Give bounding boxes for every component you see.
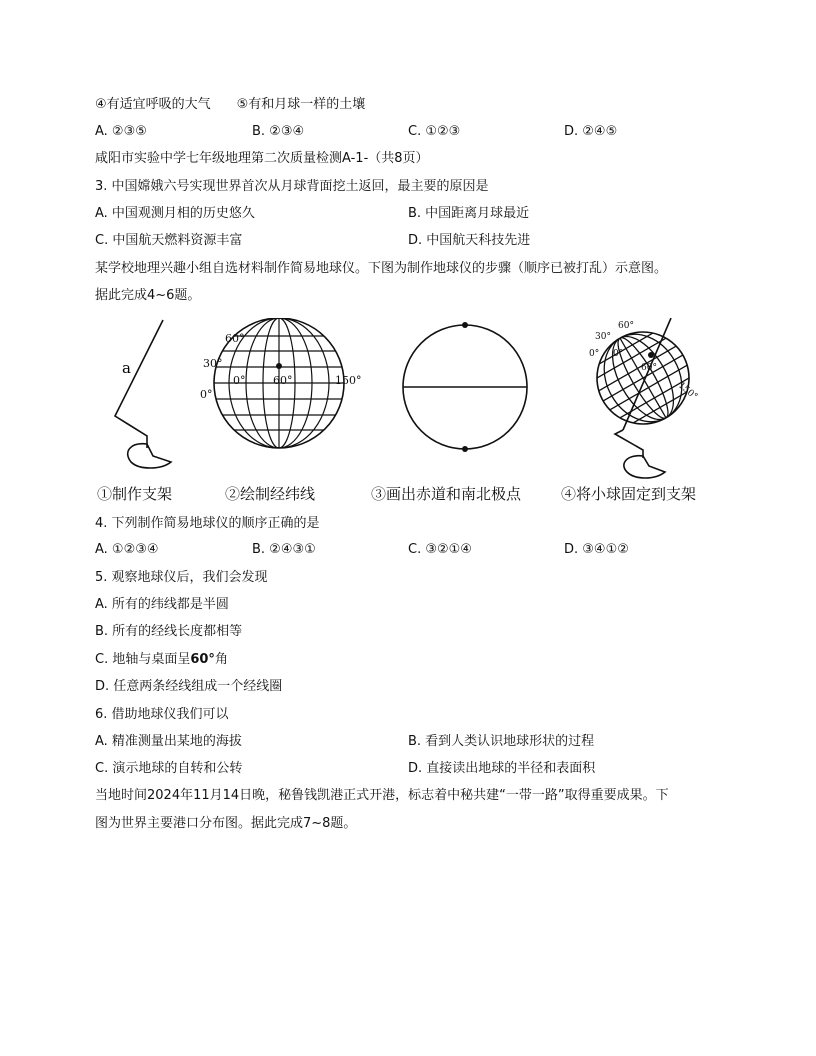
equator-poles-globe <box>403 325 527 449</box>
q4-stem: 4. 下列制作简易地球仪的顺序正确的是 <box>95 516 320 531</box>
lon-0-label: 0° <box>233 374 246 387</box>
q2-option-c[interactable]: C. ①②③ <box>408 124 461 139</box>
lon-60-label: 60° <box>273 374 293 387</box>
south-pole-point <box>462 446 468 452</box>
q3-option-a[interactable]: A. 中国观测月相的历史悠久 <box>95 206 255 221</box>
tilted-lon-0-label: 0° <box>613 349 624 359</box>
north-pole-point <box>462 322 468 328</box>
q5-option-c-row[interactable] <box>95 651 228 669</box>
q3-options-row1 <box>95 205 735 223</box>
intro-7-8-line1: 当地时间2024年11月14日晚，秘鲁钱凯港正式开港，标志着中秘共建“一带一路”取得重要成果。下 <box>95 788 669 803</box>
tilted-lat-60-label: 60° <box>618 321 634 331</box>
q3-option-b[interactable]: B. 中国距离月球最近 <box>408 206 530 221</box>
intro-7-8-line2: 图为世界主要港口分布图。据此完成7~8题。 <box>95 816 357 831</box>
globe-point <box>276 363 282 369</box>
q3-options-row2 <box>95 232 735 250</box>
q5-option-c: C. 地轴与桌面呈 <box>95 652 191 667</box>
tilted-lon-150-label: 150° <box>676 380 700 403</box>
option-line-4-5: ④有适宜呼吸的大气 ⑤有和月球一样的土壤 <box>95 97 366 112</box>
q6-option-b[interactable]: B. 看到人类认识地球形状的过程 <box>408 734 595 749</box>
q2-option-b[interactable]: B. ②③④ <box>252 124 305 139</box>
q2-options <box>95 123 735 141</box>
q3-stem: 3. 中国嫦娥六号实现世界首次从月球背面挖土返回，最主要的原因是 <box>95 179 489 194</box>
q6-options-row1 <box>95 733 735 751</box>
q6-option-a[interactable]: A. 精准测量出某地的海拔 <box>95 734 242 749</box>
q5-option-a[interactable]: A. 所有的纬线都是半圆 <box>95 597 229 612</box>
lat-30-label: 30° <box>203 357 223 370</box>
q2-option-d[interactable]: D. ②④⑤ <box>564 124 618 139</box>
intro-4-6-line1: 某学校地理兴趣小组自选材料制作简易地球仪。下图为制作地球仪的步骤（顺序已被打乱）示意图。 <box>95 261 668 276</box>
q3-option-d[interactable]: D. 中国航天科技先进 <box>408 233 531 248</box>
q5-stem: 5. 观察地球仪后，我们会发现 <box>95 570 268 585</box>
tilted-lat-30-label: 30° <box>595 332 611 342</box>
q5-option-b[interactable]: B. 所有的经线长度都相等 <box>95 624 243 639</box>
globe-steps-diagram <box>95 318 725 508</box>
caption-step-2: ②绘制经纬线 <box>225 485 316 503</box>
q4-option-c[interactable]: C. ③②①④ <box>408 542 472 557</box>
caption-step-4: ④将小球固定到支架 <box>561 485 697 503</box>
tilted-globe-point <box>648 352 654 358</box>
lat-60-label: 60° <box>225 332 245 345</box>
stand-drawing <box>115 320 171 468</box>
q5-option-c-tail: 角 <box>214 652 228 667</box>
caption-step-3: ③画出赤道和南北极点 <box>371 485 522 503</box>
q6-options-row2 <box>95 760 735 778</box>
tilted-lon-60-label: 60° <box>641 363 657 373</box>
intro-4-6-line2: 据此完成4~6题。 <box>95 288 201 303</box>
q4-option-a[interactable]: A. ①②③④ <box>95 542 159 557</box>
q2-option-a[interactable]: A. ②③⑤ <box>95 124 147 139</box>
q4-option-b[interactable]: B. ②④③① <box>252 542 316 557</box>
q3-option-c[interactable]: C. 中国航天燃料资源丰富 <box>95 233 243 248</box>
q6-option-c[interactable]: C. 演示地球的自转和公转 <box>95 761 243 776</box>
q4-option-d[interactable]: D. ③④①② <box>564 542 629 557</box>
q6-stem: 6. 借助地球仪我们可以 <box>95 707 229 722</box>
q5-option-c-angle: 60° <box>190 652 215 667</box>
lon-150-label: 150° <box>335 374 362 387</box>
caption-step-1: ①制作支架 <box>97 485 173 503</box>
lat-0-label: 0° <box>200 388 213 401</box>
tilted-lat-0-label: 0° <box>589 349 600 359</box>
q4-options <box>95 541 735 559</box>
globe-making-figure <box>95 318 725 508</box>
page-footer: 咸阳市实验中学七年级地理第二次质量检测A-1-（共8页） <box>95 151 429 166</box>
q5-option-d[interactable]: D. 任意两条经线组成一个经线圈 <box>95 679 283 694</box>
label-a: a <box>122 359 131 377</box>
q6-option-d[interactable]: D. 直接读出地球的半径和表面积 <box>408 761 596 776</box>
